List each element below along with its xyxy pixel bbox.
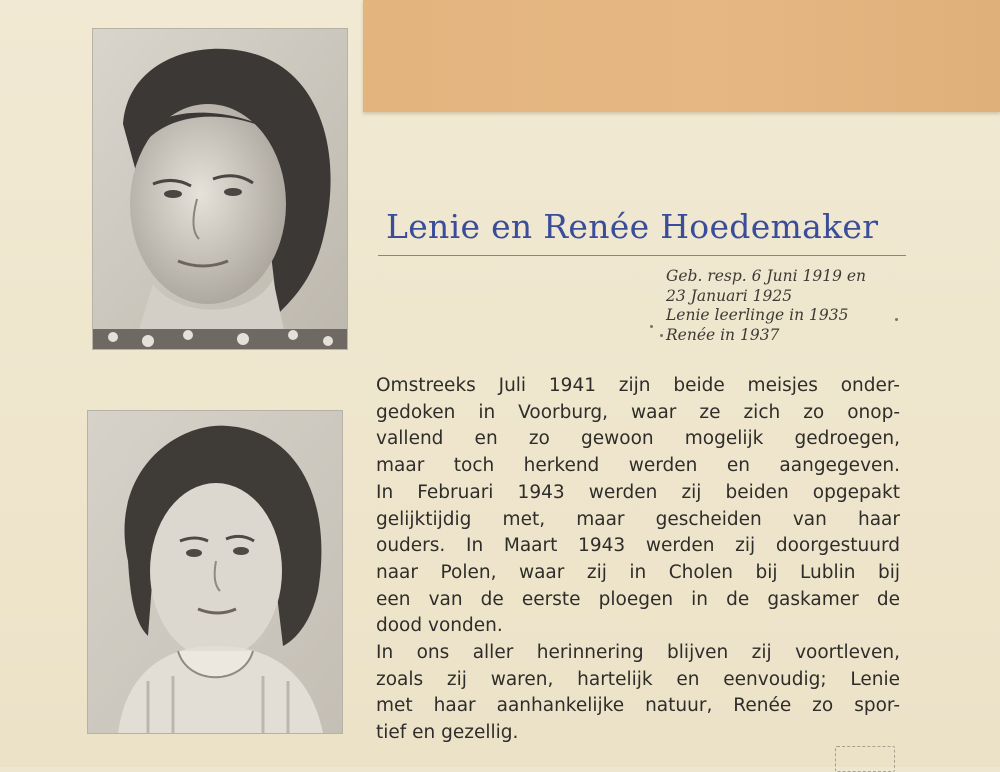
text-line: gedoken in Voorburg, waar ze zich zo onop- bbox=[376, 401, 900, 423]
text-line: vallend en zo gewoon mogelijk gedroegen, bbox=[376, 428, 900, 450]
portrait-photo-renee bbox=[87, 410, 343, 734]
paper-speck bbox=[650, 325, 653, 328]
portrait-photo-lenie bbox=[92, 28, 348, 350]
birth-line: Geb. resp. 6 Juni 1919 en bbox=[666, 267, 867, 285]
title-divider bbox=[378, 255, 906, 256]
orange-paper-strip bbox=[363, 0, 1000, 112]
memorial-text bbox=[376, 373, 900, 747]
text-line: naar Polen, waar zij in Cholen bij Lublin bij bbox=[376, 561, 900, 583]
text-line: ouders. In Maart 1943 werden zij doorgestuurd bbox=[376, 535, 900, 557]
text-line: zoals zij waren, hartelijk en eenvoudig; Lenie bbox=[376, 668, 900, 690]
stamp-mark bbox=[835, 746, 895, 772]
birth-line: 23 Januari 1925 bbox=[666, 286, 793, 305]
portrait-lenie-image bbox=[93, 29, 347, 349]
paper-speck bbox=[660, 334, 663, 337]
paper-speck bbox=[895, 318, 898, 321]
text-line: In ons aller herinnering blijven zij voortleven, bbox=[376, 642, 900, 664]
page-title: Lenie en Renée Hoedemaker bbox=[386, 207, 879, 246]
text-line: dood vonden. bbox=[376, 615, 503, 637]
text-line: een van de eerste ploegen in de gaskamer de bbox=[376, 588, 900, 610]
text-line: gelijktijdig met, maar gescheiden van haar bbox=[376, 508, 900, 530]
birth-line: Lenie leerlinge in 1935 bbox=[666, 306, 849, 324]
text-line: In Februari 1943 werden zij beiden opgepakt bbox=[376, 481, 900, 503]
text-line: maar toch herkend werden en aangegeven. bbox=[376, 455, 900, 477]
birth-info bbox=[666, 267, 926, 345]
text-line: met haar aanhankelijke natuur, Renée zo spor- bbox=[376, 695, 900, 717]
text-line: Omstreeks Juli 1941 zijn beide meisjes onder- bbox=[376, 375, 900, 396]
text-line: tief en gezellig. bbox=[376, 722, 519, 744]
birth-line: Renée in 1937 bbox=[666, 325, 780, 344]
portrait-renee-image bbox=[88, 411, 342, 733]
